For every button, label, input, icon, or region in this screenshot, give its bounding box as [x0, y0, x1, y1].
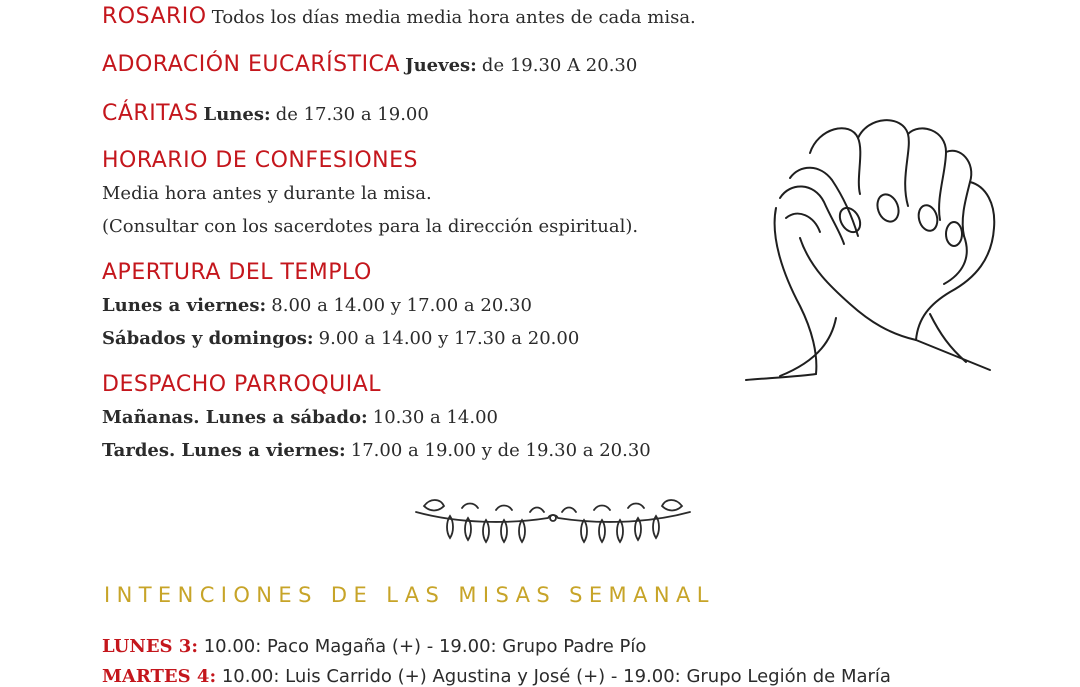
- despacho-title-row: [102, 374, 381, 396]
- despacho-row2-text: 17.00 a 19.00 y de 19.30 a 20.30: [350, 440, 651, 461]
- mass-intention-row: [102, 666, 891, 687]
- apertura-row2-label: Sábados y domingos:: [102, 328, 314, 349]
- confesiones-title-row: [102, 150, 418, 172]
- mass-intention-row: [102, 636, 646, 657]
- despacho-row2: [102, 442, 651, 460]
- apertura-title-row: [102, 262, 372, 284]
- apertura-row1: [102, 297, 532, 315]
- confesiones-line1: Media hora antes y durante la misa.: [102, 183, 432, 204]
- apertura-row1-text: 8.00 a 14.00 y 17.00 a 20.30: [271, 295, 532, 316]
- mass-intention-day: LUNES 3:: [102, 636, 198, 657]
- leaf-divider-icon: [410, 494, 696, 546]
- rosario-text: Todos los días media media hora antes de cada misa.: [211, 7, 696, 28]
- adoracion-row: [102, 54, 637, 76]
- confesiones-title: HORARIO DE CONFESIONES: [102, 148, 419, 173]
- rosario-title: ROSARIO: [102, 4, 207, 29]
- mass-intention-text: 10.00: Luis Carrido (+) Agustina y José (+) - 19.00: Grupo Legión de María: [221, 666, 891, 687]
- intenciones-title: INTENCIONES DE LAS MISAS SEMANAL: [104, 583, 715, 607]
- despacho-row1-text: 10.30 a 14.00: [372, 407, 498, 428]
- mass-intention-text: 10.00: Paco Magaña (+) - 19.00: Grupo Padre Pío: [203, 636, 647, 657]
- mass-intention-day: MARTES 4:: [102, 666, 217, 687]
- adoracion-day: Jueves:: [405, 55, 477, 76]
- rosario-row: [102, 6, 696, 28]
- despacho-row1: [102, 409, 498, 427]
- apertura-row2: [102, 330, 579, 348]
- confesiones-line2: (Consultar con los sacerdotes para la dirección espiritual).: [102, 216, 639, 237]
- caritas-day: Lunes:: [203, 104, 271, 125]
- despacho-row1-label: Mañanas. Lunes a sábado:: [102, 407, 368, 428]
- caritas-title: CÁRITAS: [102, 101, 199, 126]
- adoracion-text: de 19.30 A 20.30: [481, 55, 638, 76]
- apertura-title: APERTURA DEL TEMPLO: [102, 260, 372, 285]
- apertura-row1-label: Lunes a viernes:: [102, 295, 267, 316]
- caritas-row: [102, 103, 429, 125]
- caritas-text: de 17.30 a 19.00: [275, 104, 429, 125]
- adoracion-title: ADORACIÓN EUCARÍSTICA: [102, 52, 400, 77]
- apertura-row2-text: 9.00 a 14.00 y 17.30 a 20.00: [318, 328, 580, 349]
- praying-hands-icon: [740, 108, 1010, 388]
- despacho-title: DESPACHO PARROQUIAL: [102, 372, 382, 397]
- despacho-row2-label: Tardes. Lunes a viernes:: [102, 440, 346, 461]
